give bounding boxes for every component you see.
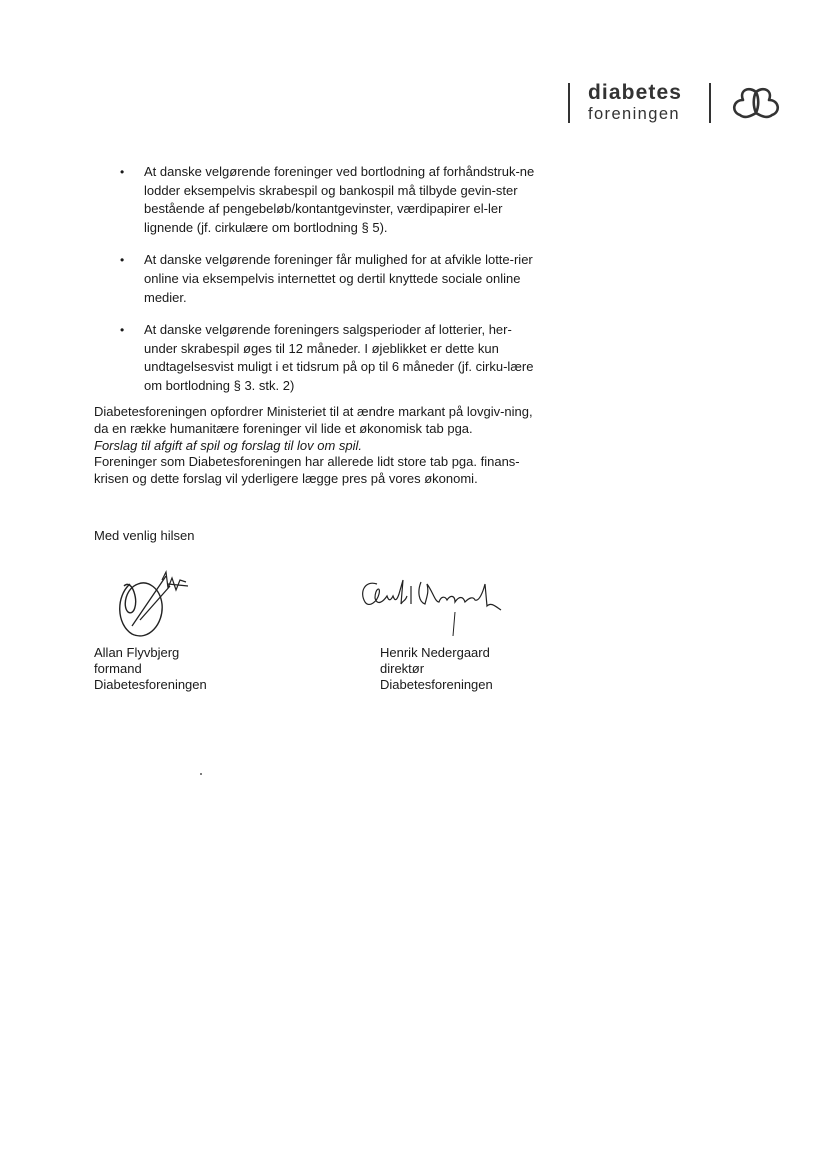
logo-word-diabetes: diabetes <box>588 81 682 104</box>
demands-list <box>120 163 540 410</box>
list-item: • At danske velgørende foreninger får mulighed for at afvikle lotte-rier online via eksempelvis internettet og dertil knyttede sociale online medier. <box>120 251 540 307</box>
paragraph-line: Diabetesforeningen opfordrer Ministeriet til at ændre markant på lovgiv-ning, da en række humanitære foreninger vil lide et økonomisk tab pga. <box>94 404 533 436</box>
paragraph-line: Foreninger som Diabetesforeningen har allerede lidt store tab pga. finans-krisen og dette forslag vil yderligere lægge pres på vores økonomi. <box>94 454 520 487</box>
signatory-name: Henrik Nedergaard <box>380 645 490 660</box>
list-item: • At danske velgørende foreningers salgsperioder af lotterier, her-under skrabespil øges til 12 måneder. I øjeblikket er dette kun undtagelsesvist muligt i et tidsrum på op til 6 måneder (jf. cirku-lære om bortlodning § 3. stk. 2) <box>120 321 540 395</box>
signatory-block <box>380 645 493 693</box>
signatory-block <box>94 645 207 693</box>
signatory-name: Allan Flyvbjerg <box>94 645 180 660</box>
paragraph-italic-line: Forslag til afgift af spil og forslag til lov om spil. <box>94 437 363 453</box>
signature-henrik-nedergaard <box>355 572 505 644</box>
cloud-knot-icon <box>731 86 781 122</box>
list-item: • At danske velgørende foreninger ved bortlodning af forhåndstruk-ne lodder eksempelvis skrabespil og bankospil må tilbyde gevin-ster bestående af pengebeløb/kontantgevinster, værdipapirer el-ler lignende (jf. cirkulære om bortlodning § 5). <box>120 163 540 237</box>
signatory-org: Diabetesforeningen <box>94 677 207 692</box>
logo-divider-right <box>709 83 711 123</box>
signature-allan-flyvbjerg <box>110 566 190 642</box>
signatory-title: direktør <box>380 661 425 676</box>
logo-divider-left <box>568 83 570 123</box>
body-paragraph <box>94 404 544 488</box>
closing-greeting: Med venlig hilsen <box>94 528 195 543</box>
logo-word-foreningen: foreningen <box>588 105 680 123</box>
scan-speck <box>200 773 202 775</box>
signatory-title: formand <box>94 661 142 676</box>
signatory-org: Diabetesforeningen <box>380 677 493 692</box>
diabetesforeningen-logo <box>566 80 786 126</box>
